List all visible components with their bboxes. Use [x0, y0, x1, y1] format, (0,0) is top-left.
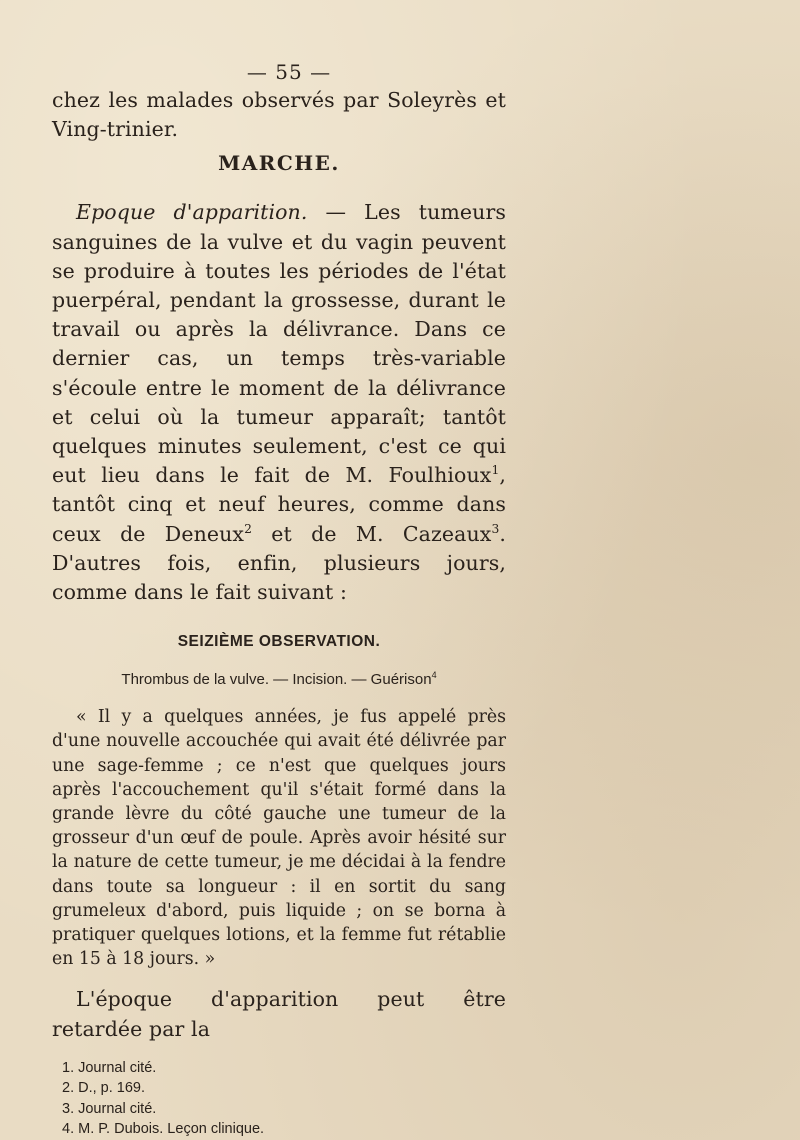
page-number: — 55 — — [246, 60, 332, 84]
paragraph-lead: Epoque d'apparition. — [76, 200, 308, 225]
footnote-ref-4: 4 — [431, 670, 437, 681]
footnote-item: 2. D., p. 169. — [62, 1080, 146, 1097]
footnote-ref-2: 2 — [244, 521, 253, 536]
observation-subtitle — [52, 669, 506, 691]
footnotes — [52, 1058, 506, 1140]
footnote-item: 3. Journal cité. — [62, 1100, 157, 1117]
observation-title: SEIZIÈME OBSERVATION. — [177, 633, 381, 651]
footnote-ref-3: 3 — [491, 521, 500, 536]
observation-subtitle-text: Thrombus de la vulve. — Incision. — Guérison — [121, 671, 432, 689]
paragraph-text-b: , tantôt cinq et neuf heures, comme dans ceux de Deneux — [52, 463, 506, 546]
paragraph-text-c: et de M. Cazeaux — [252, 521, 492, 546]
section-heading: MARCHE. — [218, 151, 340, 176]
paragraph-text-d: . D'autres fois, enfin, plusieurs jours, comme dans le fait suivant : — [52, 521, 506, 605]
footnote-item: 1. Journal cité. — [62, 1059, 157, 1076]
paragraph-text-a: — Les tumeurs sanguines de la vulve et du vagin peuvent se produire à toutes les périodes de l'état puerpéral, pendant la grossesse, durant le travail ou après la délivrance. Dans ce dernier cas, un temps très-variable s'écoule entre le moment de la délivrance et celui où la tumeur apparaît; tantôt quelques minutes seulement, c'est ce qui eut lieu dans le fait de M. Foulhioux — [52, 200, 506, 488]
paragraph-epoque — [52, 198, 506, 607]
continuation-text: L'époque d'apparition peut être retardée par la — [52, 987, 506, 1041]
observation-quote: « Il y a quelques années, je fus appelé près d'une nouvelle accouchée qui avait été délivrée par une sage-femme ; ce n'est que quelques jours après l'accouchement qu'il s'était formé dans la grande lèvre du côté gauche une tumeur de la grosseur d'un œuf de poule. Après avoir hésité sur la nature de cette tumeur, je me décidai à la fendre dans toute sa longueur : il en sortit du sang grumeleux d'abord, puis liquide ; on se borna à pratiquer quelques lotions, et la femme fut rétablie en 15 à 18 jours. » — [52, 707, 506, 970]
opening-text: chez les malades observés par Soleyrès et Ving-trinier. — [52, 88, 506, 142]
footnote-item: 4. M. P. Dubois. Leçon clinique. — [62, 1121, 265, 1138]
footnote-ref-1: 1 — [491, 463, 500, 478]
book-page — [52, 58, 506, 1140]
